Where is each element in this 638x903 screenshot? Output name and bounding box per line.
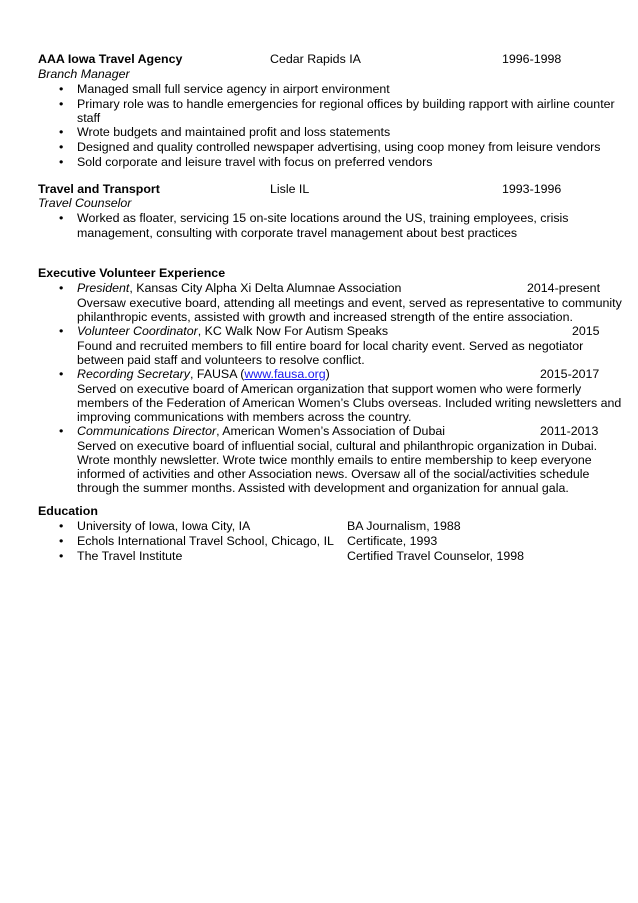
education-school: Echols International Travel School, Chicago, IL bbox=[77, 534, 334, 548]
job-bullet: Sold corporate and leisure travel with focus on preferred vendors bbox=[77, 155, 433, 169]
bullet-icon: • bbox=[59, 367, 64, 381]
fausa-link[interactable]: www.fausa.org bbox=[244, 367, 326, 381]
volunteer-role: Recording Secretary bbox=[77, 367, 190, 381]
education-credential: Certified Travel Counselor, 1998 bbox=[347, 549, 525, 563]
volunteer-desc: between paid staff and volunteers to resolve conflict. bbox=[77, 353, 365, 367]
volunteer-role-line bbox=[77, 324, 388, 339]
volunteer-dates: 2014-present bbox=[527, 281, 601, 295]
volunteer-org: , FAUSA ( bbox=[189, 367, 245, 381]
job-title: Branch Manager bbox=[38, 67, 130, 81]
volunteer-desc: informed of activities and other Association news. Oversaw all of the social/activities schedule bbox=[77, 467, 590, 481]
education-credential: Certificate, 1993 bbox=[347, 534, 438, 548]
job-company: AAA Iowa Travel Agency bbox=[38, 52, 183, 66]
job-bullet: Wrote budgets and maintained profit and loss statements bbox=[77, 125, 391, 139]
bullet-icon: • bbox=[59, 211, 64, 225]
bullet-icon: • bbox=[59, 549, 64, 563]
volunteer-role-line bbox=[77, 367, 330, 382]
volunteer-dates: 2011-2013 bbox=[540, 424, 599, 438]
bullet-icon: • bbox=[59, 155, 64, 169]
job-bullet: Primary role was to handle emergencies for regional offices by building rapport with airline counter bbox=[77, 97, 615, 111]
job-dates: 1996-1998 bbox=[502, 52, 562, 66]
volunteer-org: , Kansas City Alpha Xi Delta Alumnae Association bbox=[129, 281, 402, 295]
bullet-icon: • bbox=[59, 140, 64, 154]
volunteer-dates: 2015 bbox=[572, 324, 600, 338]
job-bullet: Worked as floater, servicing 15 on-site locations around the US, training employees, crisis bbox=[77, 211, 569, 225]
job-bullet: Managed small full service agency in airport environment bbox=[77, 82, 390, 96]
volunteer-desc: Found and recruited members to fill entire board for local charity event. Served as negotiator bbox=[77, 339, 584, 353]
bullet-icon: • bbox=[59, 97, 64, 111]
job-bullet-cont: management, consulting with corporate travel management about best practices bbox=[77, 226, 518, 240]
job-location: Lisle IL bbox=[270, 182, 310, 196]
volunteer-role: Volunteer Coordinator bbox=[77, 324, 198, 338]
volunteer-role: President bbox=[77, 281, 130, 295]
volunteer-desc: through the summer months. Assisted with development and organization for annual gala. bbox=[77, 481, 569, 495]
volunteer-org: , KC Walk Now For Autism Speaks bbox=[197, 324, 389, 338]
job-location: Cedar Rapids IA bbox=[270, 52, 361, 66]
volunteer-desc: improving communications with members across the country. bbox=[77, 410, 412, 424]
volunteer-org: , American Women’s Association of Dubai bbox=[216, 424, 445, 438]
bullet-icon: • bbox=[59, 424, 64, 438]
job-bullet: Designed and quality controlled newspaper advertising, using coop money from leisure vendors bbox=[77, 140, 601, 154]
volunteer-desc: Oversaw executive board, attending all meetings and event, served as representative to community bbox=[77, 296, 622, 310]
bullet-icon: • bbox=[59, 324, 64, 338]
volunteer-dates: 2015-2017 bbox=[540, 367, 600, 381]
volunteer-role-line bbox=[77, 424, 445, 439]
volunteer-desc: members of the Federation of American Women’s Clubs overseas. Included writing newsletters and bbox=[77, 396, 622, 410]
section-heading-volunteer: Executive Volunteer Experience bbox=[38, 266, 226, 280]
volunteer-role-line bbox=[77, 281, 401, 296]
job-title: Travel Counselor bbox=[38, 196, 132, 210]
section-heading-education: Education bbox=[38, 504, 98, 518]
education-school: University of Iowa, Iowa City, IA bbox=[77, 519, 251, 533]
volunteer-org-end: ) bbox=[325, 367, 330, 381]
bullet-icon: • bbox=[59, 519, 64, 533]
bullet-icon: • bbox=[59, 281, 64, 295]
volunteer-desc: Served on executive board of American organization that support women who were formerly bbox=[77, 382, 582, 396]
education-school: The Travel Institute bbox=[77, 549, 183, 563]
bullet-icon: • bbox=[59, 534, 64, 548]
job-company: Travel and Transport bbox=[38, 182, 160, 196]
volunteer-desc: Wrote monthly newsletter. Wrote twice monthly emails to entire membership to keep everyone bbox=[77, 453, 592, 467]
bullet-icon: • bbox=[59, 82, 64, 96]
volunteer-desc: philanthropic events, assisted with growth and increased strength of the entire association. bbox=[77, 310, 573, 324]
volunteer-desc: Served on executive board of influential social, cultural and philanthropic organization in Dubai. bbox=[77, 439, 598, 453]
volunteer-role: Communications Director bbox=[77, 424, 217, 438]
job-dates: 1993-1996 bbox=[502, 182, 562, 196]
job-bullet-cont: staff bbox=[77, 111, 101, 125]
bullet-icon: • bbox=[59, 125, 64, 139]
education-credential: BA Journalism, 1988 bbox=[347, 519, 461, 533]
